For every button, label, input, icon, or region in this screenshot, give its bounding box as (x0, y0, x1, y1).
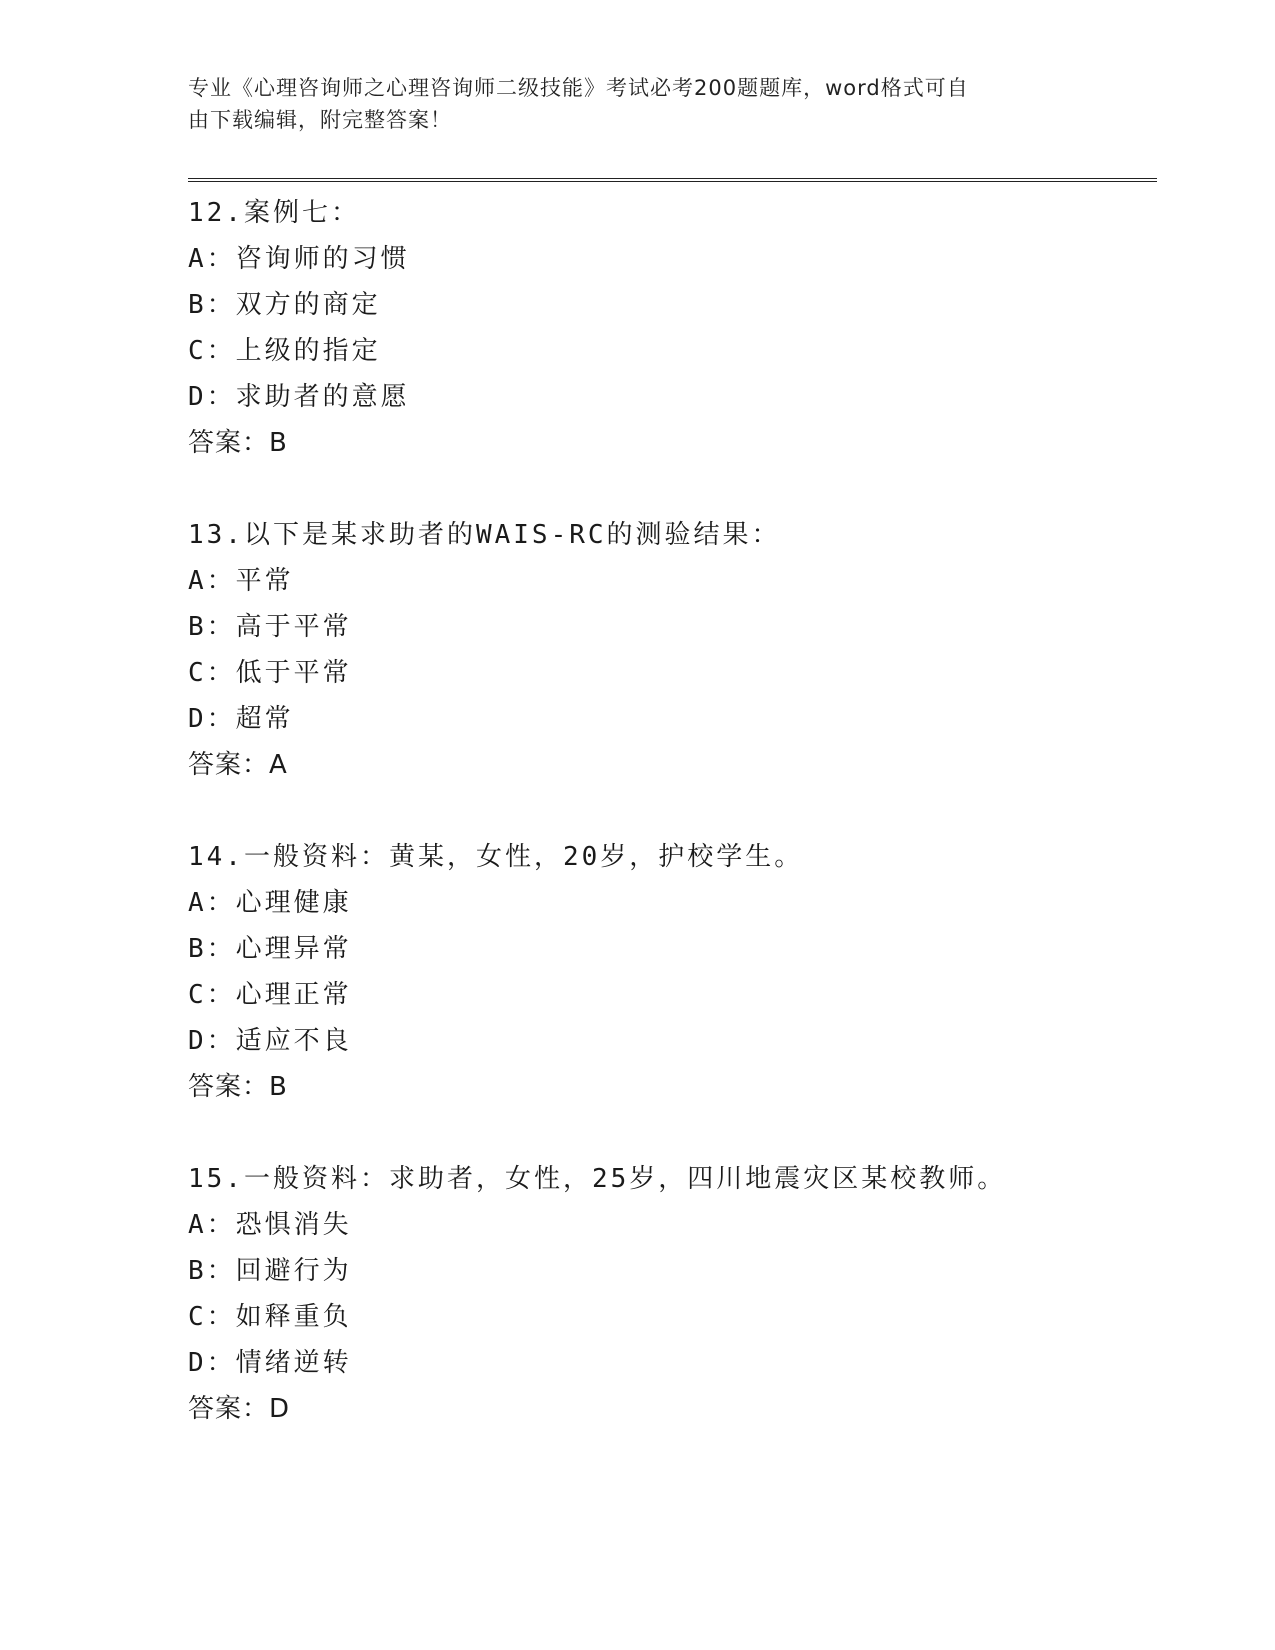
header-line-2: 由下载编辑，附完整答案！ (188, 108, 452, 132)
option-b: B：双方的商定 (188, 290, 381, 320)
option-a: A：恐惧消失 (188, 1210, 352, 1240)
question-12 (188, 190, 1148, 466)
option-c: C：低于平常 (188, 658, 352, 688)
question-stem: 13.以下是某求助者的WAIS-RC的测验结果： (188, 520, 781, 550)
question-stem: 14.一般资料：黄某，女性，20岁，护校学生。 (188, 842, 804, 872)
option-b: B：回避行为 (188, 1256, 352, 1286)
question-stem: 15.一般资料：求助者，女性，25岁，四川地震灾区某校教师。 (188, 1164, 1007, 1194)
question-13 (188, 512, 1148, 788)
answer-line: 答案：A (188, 750, 288, 780)
question-14 (188, 834, 1148, 1110)
answer-line: 答案：B (188, 1072, 288, 1102)
header-double-rule (188, 178, 1157, 182)
answer-line: 答案：D (188, 1394, 291, 1424)
option-d: D：情绪逆转 (188, 1348, 352, 1378)
option-b: B：高于平常 (188, 612, 352, 642)
question-stem: 12.案例七： (188, 198, 360, 228)
option-a: A：平常 (188, 566, 294, 596)
question-15 (188, 1156, 1148, 1432)
question-list (188, 190, 1148, 1478)
option-c: C：上级的指定 (188, 336, 381, 366)
option-c: C：心理正常 (188, 980, 352, 1010)
option-c: C：如释重负 (188, 1302, 352, 1332)
option-a: A：心理健康 (188, 888, 352, 918)
option-a: A：咨询师的习惯 (188, 244, 410, 274)
option-d: D：适应不良 (188, 1026, 352, 1056)
option-d: D：求助者的意愿 (188, 382, 410, 412)
header-line-1: 专业《心理咨询师之心理咨询师二级技能》考试必考200题题库，word格式可自 (188, 76, 969, 100)
option-b: B：心理异常 (188, 934, 352, 964)
answer-line: 答案：B (188, 428, 288, 458)
option-d: D：超常 (188, 704, 294, 734)
document-header (188, 72, 1068, 136)
